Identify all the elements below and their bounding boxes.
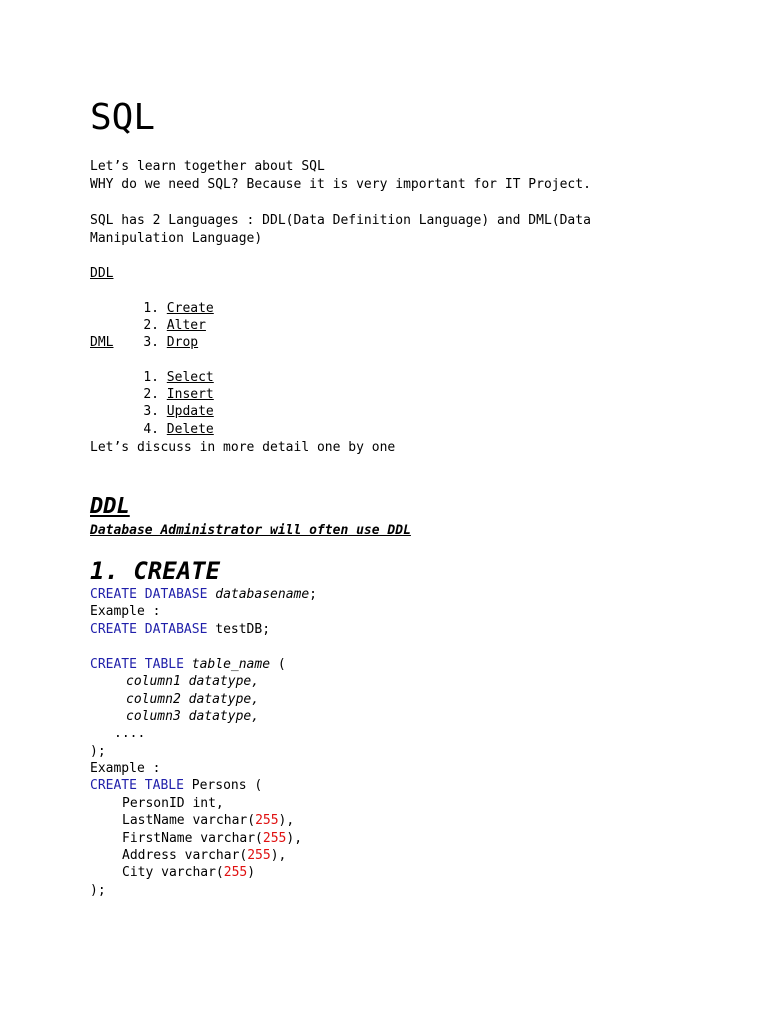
link-drop[interactable]: Drop [166, 335, 199, 350]
number-literal: 255 [247, 848, 271, 863]
list-number: 2. [143, 387, 159, 402]
code-line-close-2: ); [90, 883, 106, 898]
page-title: SQL [90, 97, 156, 138]
link-create[interactable]: Create [166, 301, 214, 316]
number-literal: 255 [255, 813, 279, 828]
keyword: CREATE [90, 778, 137, 793]
link-insert[interactable]: Insert [166, 387, 214, 402]
keyword: TABLE [144, 657, 184, 672]
code-line-create-table: CREATE TABLE table_name ( [90, 657, 286, 672]
ddl-section-subheading: Database Administrator will often use DDL [90, 523, 411, 538]
keyword: CREATE [90, 587, 137, 602]
ddl-list-heading: DDL [90, 266, 114, 281]
code-line-create-database: CREATE DATABASE databasename; [90, 587, 317, 602]
keyword: CREATE [90, 657, 137, 672]
keyword: DATABASE [144, 587, 208, 602]
code-line-column2: column2 datatype, [126, 692, 260, 707]
list-number: 3. [143, 404, 159, 419]
keyword: CREATE [90, 622, 137, 637]
intro-line-1: Let’s learn together about SQL [90, 159, 325, 174]
intro-line-3: SQL has 2 Languages : DDL(Data Definition Language) and DML(Data [90, 213, 591, 228]
link-delete[interactable]: Delete [166, 422, 214, 437]
code-line-close-1: ); [90, 744, 106, 759]
code-line-create-persons: CREATE TABLE Persons ( [90, 778, 263, 793]
link-update[interactable]: Update [166, 404, 214, 419]
code-line-dots: .... [114, 726, 146, 741]
intro-line-2: WHY do we need SQL? Because it is very important for IT Project. [90, 177, 591, 192]
code-line-lastname: LastName varchar(255), [122, 813, 295, 828]
code-line-column1: column1 datatype, [126, 674, 260, 689]
list-number: 4. [143, 422, 159, 437]
list-number: 3. [143, 335, 159, 350]
code-line-firstname: FirstName varchar(255), [122, 831, 303, 846]
code-line-column3: column3 datatype, [126, 709, 260, 724]
list-number: 1. [143, 370, 159, 385]
code-line-personid: PersonID int, [122, 796, 224, 811]
link-select[interactable]: Select [166, 370, 214, 385]
dml-list-heading: DML [90, 335, 114, 350]
create-section-heading: 1. CREATE [90, 557, 221, 585]
list-number: 1. [143, 301, 159, 316]
placeholder-name: databasename [215, 587, 310, 602]
keyword: TABLE [144, 778, 184, 793]
intro-line-4: Manipulation Language) [90, 231, 263, 246]
list-number: 2. [143, 318, 159, 333]
code-line-city: City varchar(255) [122, 865, 256, 880]
code-line-create-testdb: CREATE DATABASE testDB; [90, 622, 271, 637]
code-line-address: Address varchar(255), [122, 848, 287, 863]
number-literal: 255 [223, 865, 248, 880]
number-literal: 255 [262, 831, 287, 846]
placeholder-name: table_name [191, 657, 271, 672]
keyword: DATABASE [144, 622, 208, 637]
link-alter[interactable]: Alter [166, 318, 206, 333]
example-label: Example : [90, 604, 161, 619]
discuss-line: Let’s discuss in more detail one by one [90, 440, 396, 455]
ddl-section-heading: DDL [90, 494, 130, 519]
example-label-2: Example : [90, 761, 161, 776]
